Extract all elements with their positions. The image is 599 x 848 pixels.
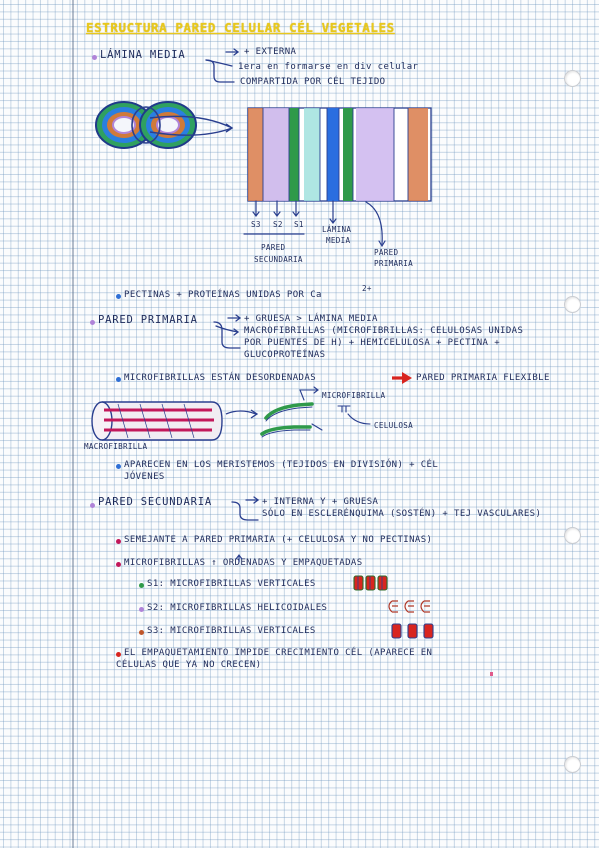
two-cells-illustration [96,102,232,148]
s1-fiber-icons [354,576,387,590]
label-s3: S3 [251,220,261,229]
label-pared-secundaria: SECUNDARIA [254,255,303,264]
final-note: EL EMPAQUETAMIENTO IMPIDE CRECIMIENTO CÉL (APARECE EN [124,648,433,658]
layer-s1-label: S1: MICROFIBRILLAS VERTICALES [147,579,316,589]
label-lamina: MEDIA [326,236,351,245]
pectinas-line: PECTINAS + PROTEÍNAS UNIDAS POR Ca [124,290,322,300]
label-s1: S1 [294,220,304,229]
secundaria-note: + INTERNA Y + GRUESA [262,497,379,507]
microfibrillas-line: MICROFIBRILLAS ESTÁN DESORDENADAS [124,373,317,383]
label-microfibrilla: MICROFIBRILLA [322,391,386,400]
meristemos-line: JÓVENES [124,472,165,482]
primaria-note: MACROFIBRILLAS (MICROFIBRILLAS: CELULOSAS UNIDAS [244,326,524,336]
secundaria-note: SÓLO EN ESCLERÉNQUIMA (SOSTÉN) + TEJ VASCULARES) [262,509,542,519]
label-pared-primaria: PRIMARIA [374,259,413,268]
layer-s3-label: S3: MICROFIBRILLAS VERTICALES [147,626,316,636]
secundaria-heading: PARED SECUNDARIA [98,496,212,508]
lamina-note: COMPARTIDA POR CÉL TEJIDO [240,77,386,87]
macrofibrilla-illustration [92,402,257,440]
page-title: ESTRUCTURA PARED CELULAR CÉL VEGETALES [86,20,395,35]
bullet-text: MICROFIBRILLAS ↑ ORDENADAS Y EMPAQUETADAS [124,558,363,568]
layer-s2-label: S2: MICROFIBRILLAS HELICOIDALES [147,603,328,613]
meristemos-line: APARECEN EN LOS MERISTEMOS (TEJIDOS EN DIVISIÓN) + CÉL [124,460,439,470]
bullet-text: SEMEJANTE A PARED PRIMARIA (+ CELULOSA Y NO PECTINAS) [124,535,433,545]
label-lamina: LÁMINA [322,225,352,234]
label-pared-primaria: PARED [374,248,399,257]
microfibrilla-illustration [262,387,370,437]
label-celulosa: CELULOSA [374,421,413,430]
primaria-note: POR PUENTES DE H) + HEMICELULOSA + PECTINA + [244,338,501,348]
primaria-note: + GRUESA > LÁMINA MEDIA [244,314,378,324]
s2-helix-icons [389,601,430,612]
s3-fiber-icons [392,624,433,638]
lamina-note: + EXTERNA [244,47,297,57]
label-macrofibrilla: MACROFIBRILLA [84,442,148,451]
pink-mark [490,672,493,676]
arrow-right-icon [392,372,412,384]
primaria-heading: PARED PRIMARIA [98,314,198,326]
primaria-note: GLUCOPROTEÍNAS [244,350,326,360]
microfibrillas-result: PARED PRIMARIA FLEXIBLE [416,373,550,383]
final-note: CÉLULAS QUE YA NO CRECEN) [116,660,262,670]
label-s2: S2 [273,220,283,229]
pectinas-superscript: 2+ [362,284,372,293]
cell-wall-layers [244,108,431,246]
lamina-heading: LÁMINA MEDIA [100,49,186,61]
label-pared-secundaria: PARED [261,243,286,252]
lamina-note: 1era en formarse en div celular [238,62,419,72]
